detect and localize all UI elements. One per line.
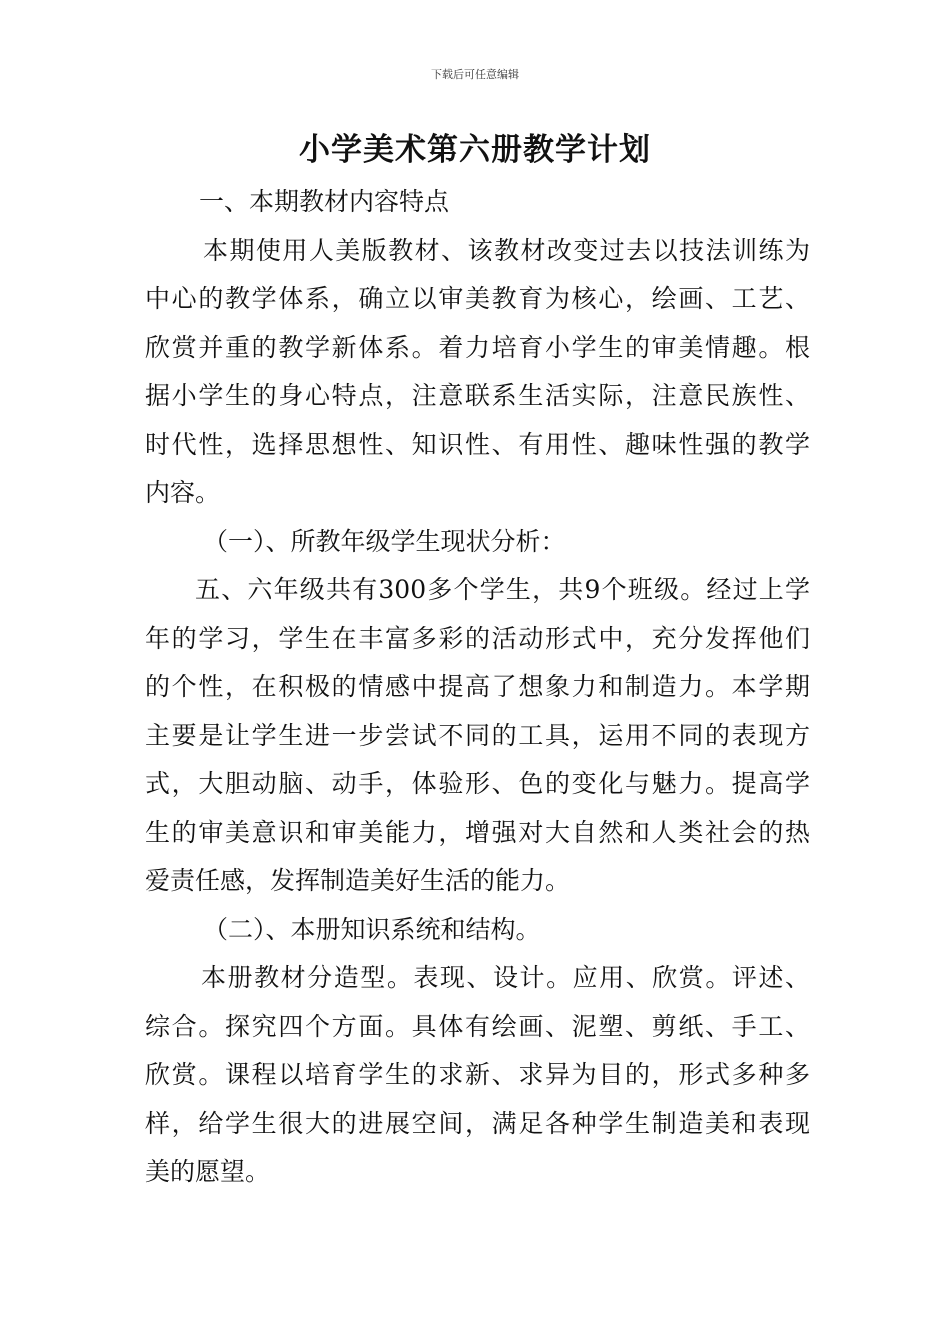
header-note: 下载后可任意编辑	[431, 68, 519, 81]
paragraph-line: 美的愿望。	[145, 1157, 271, 1186]
paragraph-line: 五、六年级共有300多个学生，共9个班级。经过上学	[195, 575, 810, 604]
paragraph-line: 内容。	[145, 478, 221, 507]
subsection-heading: （二）、本册知识系统和结构。	[203, 914, 541, 944]
document-title: 小学美术第六册教学计划	[299, 132, 651, 168]
paragraph-line: 的个性，在积极的情感中提高了想象力和制造力。本学期	[145, 672, 810, 701]
paragraph-line: 本期使用人美版教材、该教材改变过去以技法训练为	[203, 235, 810, 265]
paragraph-line: 主要是让学生进一步尝试不同的工具，运用不同的表现方	[145, 720, 810, 750]
subsection-heading: （一）、所教年级学生现状分析：	[203, 526, 566, 556]
paragraph-line: 式，大胆动脑、动手，体验形、色的变化与魅力。提高学	[145, 769, 810, 798]
paragraph-line: 欣赏并重的教学新体系。着力培育小学生的审美情趣。根	[145, 332, 810, 362]
paragraph-line: 年的学习，学生在丰富多彩的活动形式中，充分发挥他们	[145, 623, 810, 653]
section-heading: 一、本期教材内容特点	[199, 187, 450, 216]
paragraph-line: 样，给学生很大的进展空间，满足各种学生制造美和表现	[145, 1108, 810, 1138]
paragraph-line: 时代性，选择思想性、知识性、有用性、趣味性强的教学	[145, 429, 810, 459]
paragraph-line: 爱责任感，发挥制造美好生活的能力。	[145, 866, 571, 895]
paragraph-line: 本册教材分造型。表现、设计。应用、欣赏。评述、	[201, 963, 810, 992]
paragraph-line: 据小学生的身心特点，注意联系生活实际，注意民族性、	[145, 381, 810, 410]
paragraph-line: 欣赏。课程以培育学生的求新、求异为目的，形式多种多	[145, 1060, 810, 1089]
document-body	[145, 178, 810, 1197]
paragraph-line: 生的审美意识和审美能力，增强对大自然和人类社会的热	[145, 817, 810, 847]
paragraph-line: 中心的教学体系，确立以审美教育为核心，绘画、工艺、	[145, 284, 810, 313]
paragraph-line: 综合。探究四个方面。具体有绘画、泥塑、剪纸、手工、	[145, 1011, 810, 1041]
